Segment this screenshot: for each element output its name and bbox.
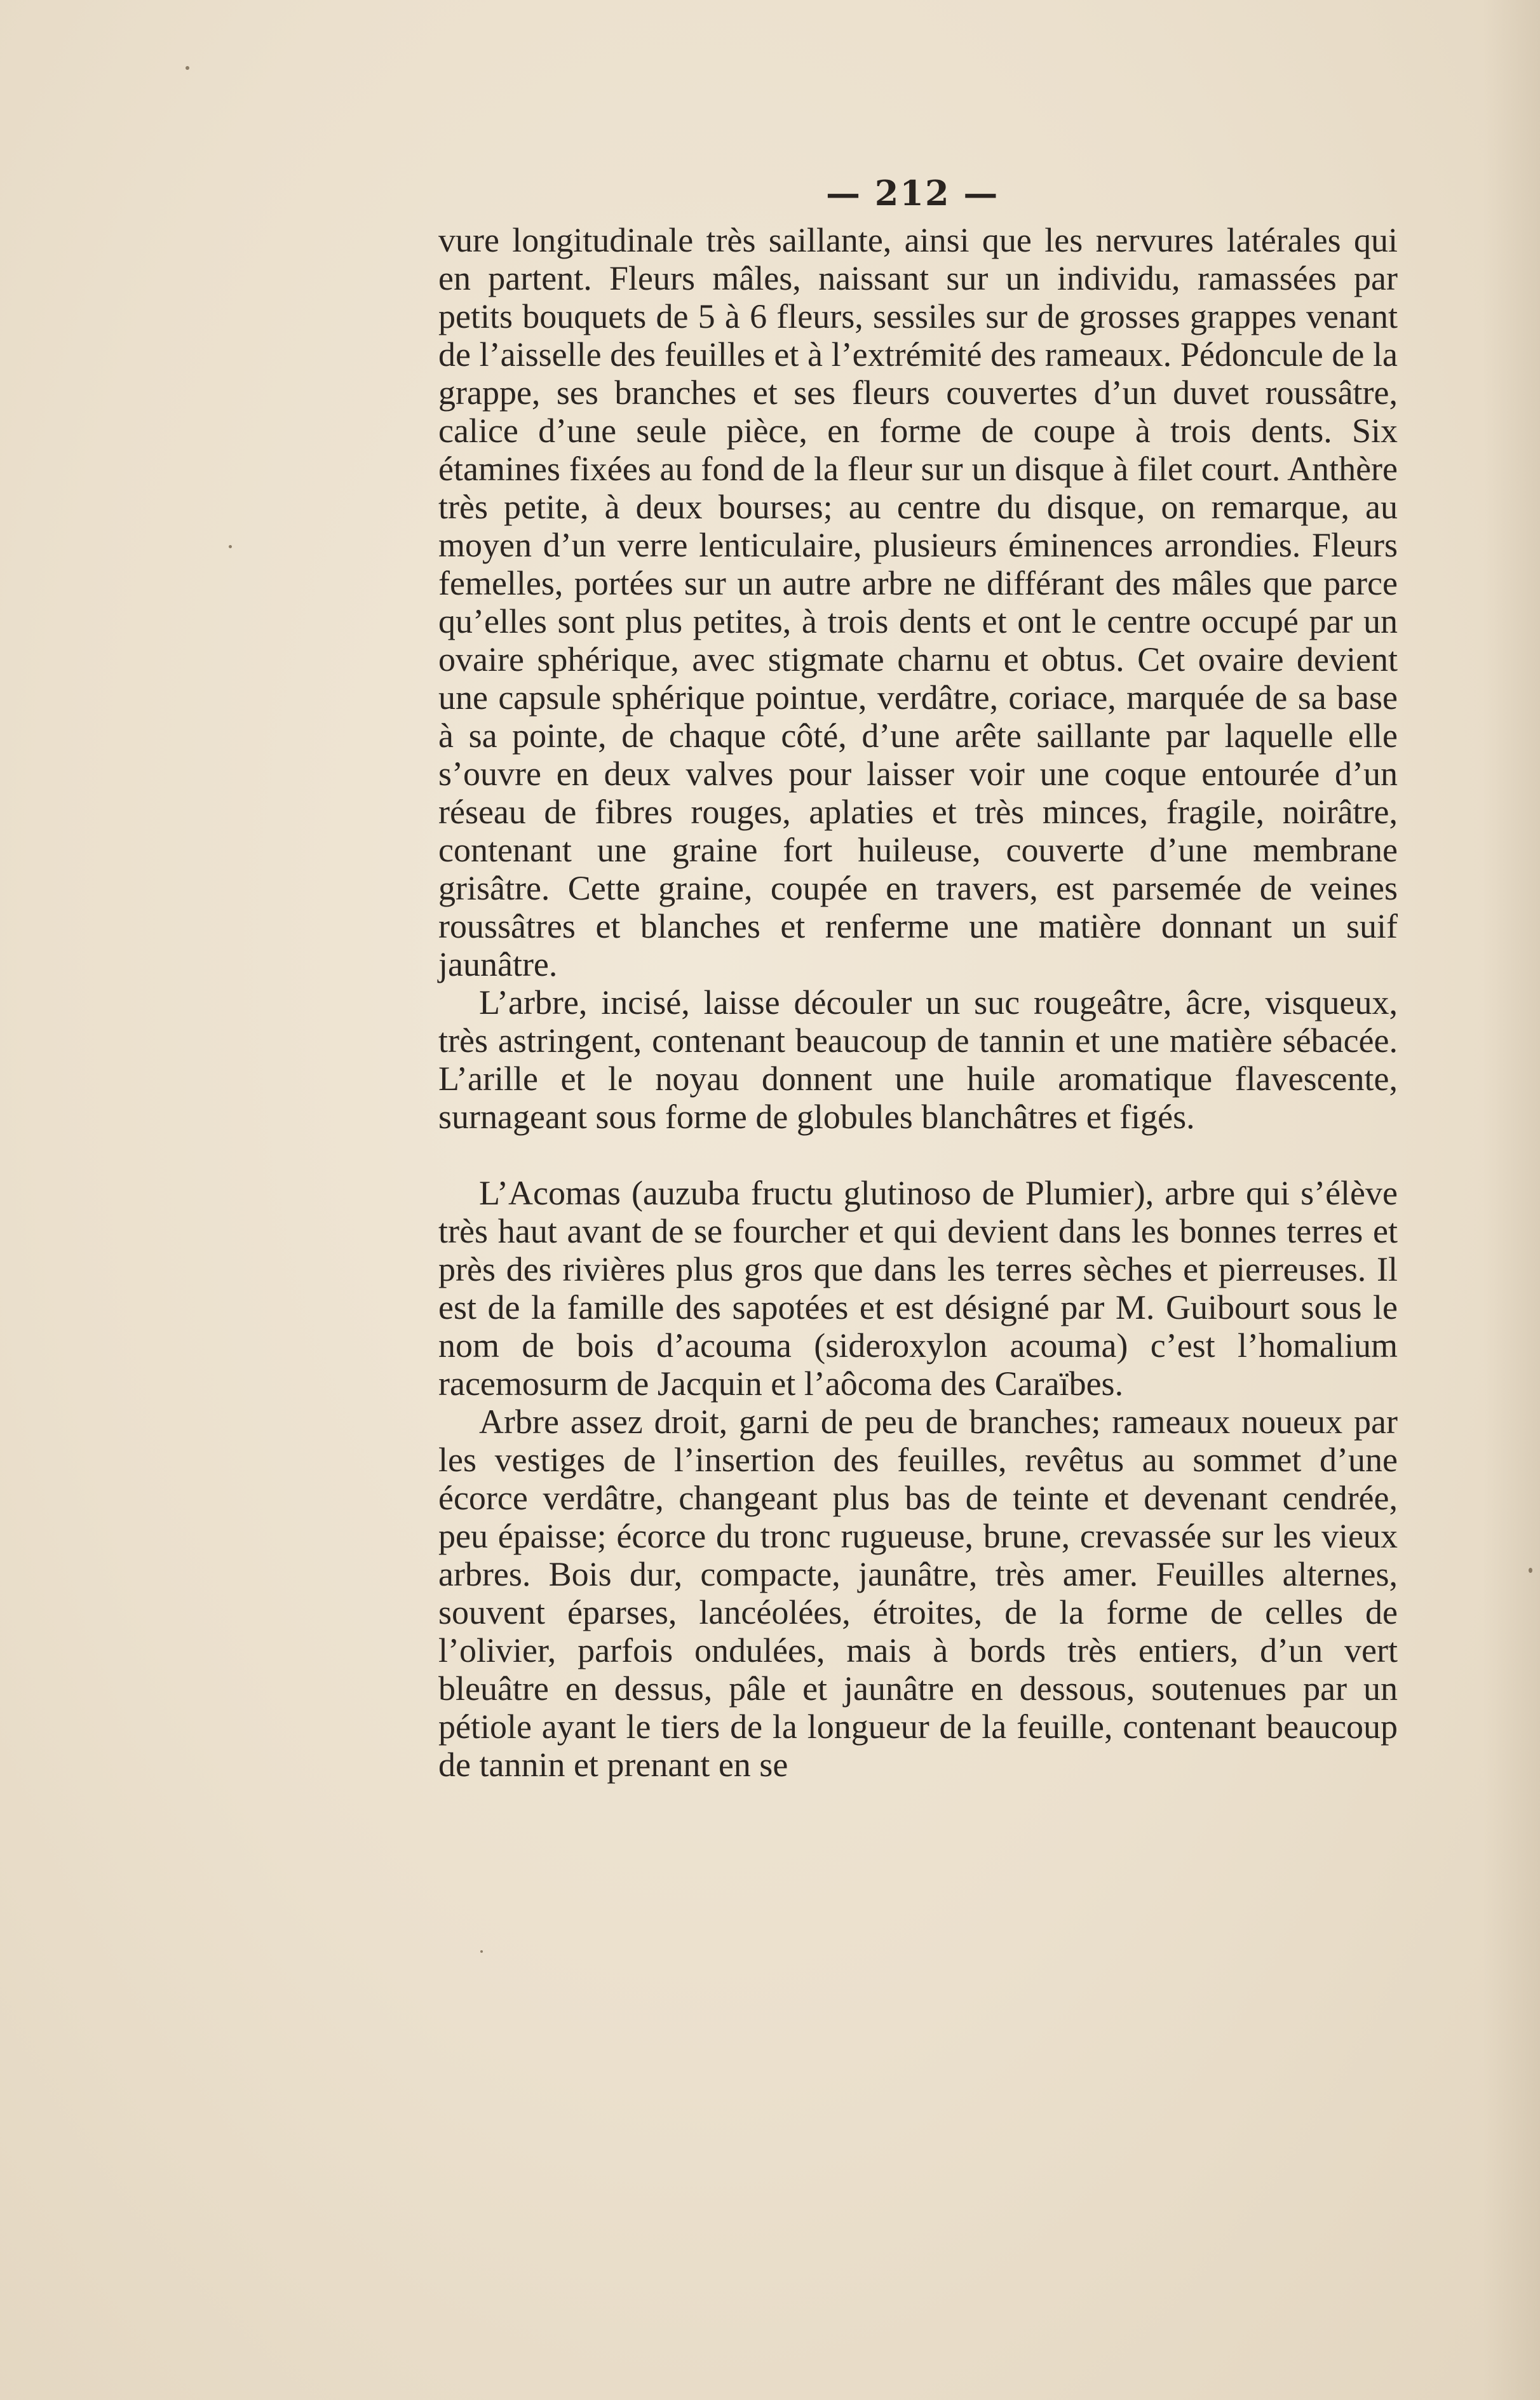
paragraph-tree-description: Arbre assez droit, garni de peu de branches; rameaux noueux par les vestiges de l’insertion des feuilles, revêtus au sommet d’une écorce verdâtre, changeant plus bas de teinte et devenant cendrée, peu épaisse; écorce du tronc rugueuse, brune, crevassée sur les vieux arbres. Bois dur, compacte, jaunâtre, très amer. Feuilles alternes, souvent éparses, lancéolées, étroites, de la forme de celles de l’olivier, parfois ondulées, mais à bords très entiers, d’un vert bleuâtre en dessus, pâle et jaunâtre en dessous, soutenues par un pétiole ayant le tiers de la longueur de la feuille, contenant beaucoup de tannin et prenant en se bbox=[438, 1403, 1398, 1784]
paper-speck bbox=[1529, 1568, 1532, 1573]
paper-speck bbox=[229, 545, 232, 548]
paragraph-continuation: vure longitudinale très saillante, ainsi que les nervures latérales qui en partent. Fleurs mâles, naissant sur un individu, ramassées par petits bouquets de 5 à 6 fleurs, sessiles sur de grosses grappes venant de l’aisselle des feuilles et à l’extrémité des rameaux. Pédoncule de la grappe, ses branches et ses fleurs couvertes d’un duvet roussâtre, calice d’une seule pièce, en forme de coupe à trois dents. Six étamines fixées au fond de la fleur sur un disque à filet court. Anthère très petite, à deux bourses; au centre du disque, on remarque, au moyen d’un verre lenticulaire, plusieurs éminences arrondies. Fleurs femelles, portées sur un autre arbre ne différant des mâles que parce qu’elles sont plus petites, à trois dents et ont le centre occupé par un ovaire sphérique, avec stigmate charnu et obtus. Cet ovaire devient une capsule sphérique pointue, verdâtre, coriace, marquée de sa base à sa pointe, de chaque côté, d’une arête saillante par laquelle elle s’ouvre en deux valves pour laisser voir une coque entourée d’un réseau de fibres rouges, aplaties et très minces, fragile, noirâtre, contenant une graine fort huileuse, couverte d’une membrane grisâtre. Cette graine, coupée en travers, est parsemée de veines roussâtres et blanches et renferme une matière donnant un suif jaunâtre. bbox=[438, 221, 1398, 983]
paragraph-acomas: L’Acomas (auzuba fructu glutinoso de Plumier), arbre qui s’élève très haut avant de se fourcher et qui devient dans les bonnes terres et près des rivières plus gros que dans les terres sèches et pierreuses. Il est de la famille des sapotées et est désigné par M. Guibourt sous le nom de bois d’acouma (sideroxylon acouma) c’est l’homalium racemosurm de Jacquin et l’aôcoma des Caraïbes. bbox=[438, 1174, 1398, 1403]
body-text bbox=[438, 221, 1398, 1784]
paper-speck bbox=[480, 1950, 483, 1953]
section-spacer bbox=[438, 1136, 1398, 1174]
paper-speck bbox=[186, 66, 189, 70]
page-number: — 212 — bbox=[826, 173, 999, 213]
paragraph-tree-sap: L’arbre, incisé, laisse découler un suc rougeâtre, âcre, visqueux, très astringent, contenant beaucoup de tannin et une matière sébacée. L’arille et le noyau donnent une huile aromatique flavescente, surnageant sous forme de globules blanchâtres et figés. bbox=[438, 983, 1398, 1136]
